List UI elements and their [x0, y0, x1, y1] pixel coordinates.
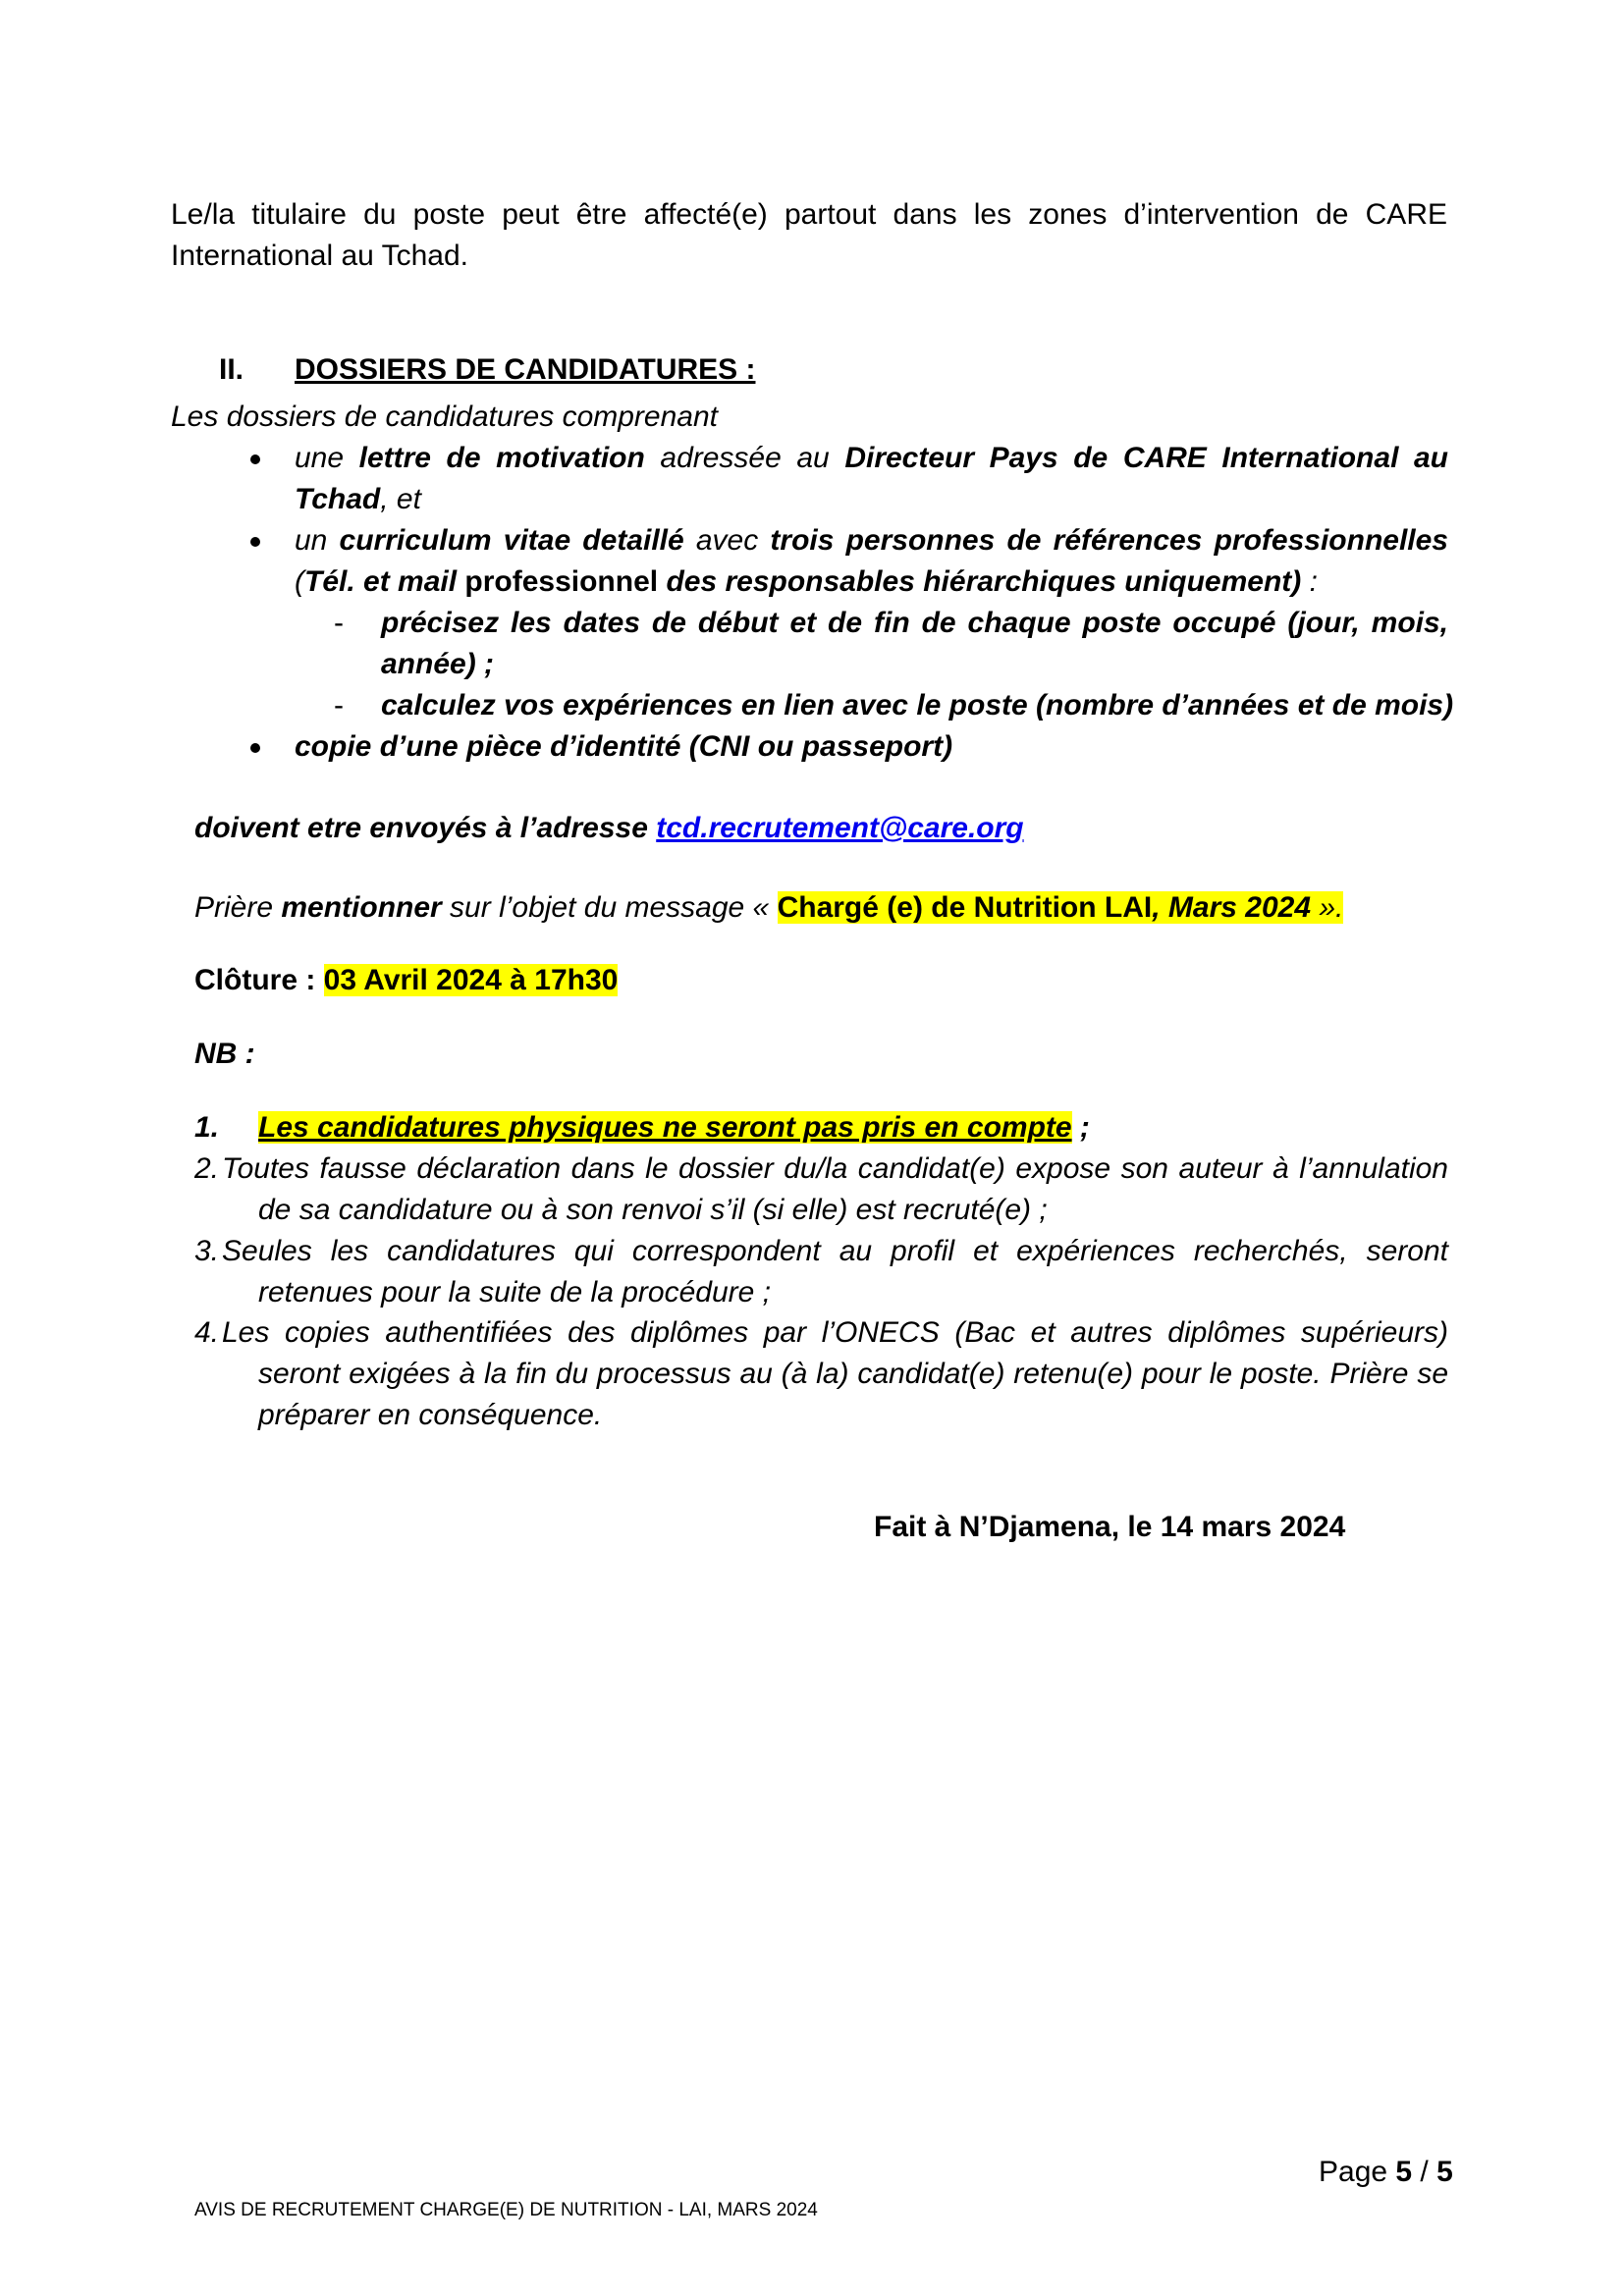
subject-bold: mentionner: [281, 891, 442, 924]
nb-number: 2.: [194, 1152, 220, 1185]
item2-part: un: [295, 524, 340, 557]
item1-bold: Directeur Pays de CARE International au Tchad: [295, 442, 1448, 515]
item1-part: adressée au: [644, 442, 845, 474]
subject-line: [194, 887, 1343, 929]
send-text: doivent etre envoyés à l’adresse: [194, 812, 657, 844]
page-current: 5: [1395, 2156, 1413, 2188]
dash-marker: -: [334, 689, 344, 721]
dash-marker: -: [334, 607, 344, 639]
email-link[interactable]: tcd.recrutement@care.org: [656, 812, 1024, 844]
item2-bold: Tél. et mail: [304, 565, 458, 598]
item2-bold: trois personnes de références professionnelles: [770, 524, 1448, 557]
nb-item-2: [222, 1148, 1448, 1231]
job-title: Chargé (e) de Nutrition LAI: [777, 891, 1153, 924]
item2-part: avec: [683, 524, 771, 557]
section-number: II.: [219, 353, 244, 386]
nb-item-1-text: Les candidatures physiques ne seront pas pris en compte: [258, 1111, 1072, 1144]
nb-item-3: [222, 1231, 1448, 1313]
closing-date: 03 Avril 2024 à 17h30: [323, 964, 619, 996]
page-total: 5: [1436, 2156, 1453, 2188]
page-number: [1319, 2152, 1453, 2193]
bullet-icon: [250, 743, 260, 753]
closing-label: Clôture :: [194, 964, 324, 996]
send-line: [194, 808, 1024, 849]
item2-bold-upright: professionnel: [457, 565, 667, 598]
intro-text: Le/la titulaire du poste peut être affecté(e) partout dans les zones d’intervention de CARE International au Tchad.: [171, 198, 1447, 272]
nb-label: NB :: [194, 1038, 255, 1070]
item1-bold: lettre de motivation: [358, 442, 645, 474]
page-sep: /: [1412, 2156, 1437, 2188]
subject-close: ».: [1311, 891, 1344, 924]
subject-part: sur l’objet du message «: [441, 891, 778, 924]
nb-number: 4.: [194, 1316, 220, 1349]
section-title: DOSSIERS DE CANDIDATURES :: [295, 353, 756, 386]
nb-item-1: [258, 1107, 1090, 1148]
nb-item-2-text: Toutes fausse déclaration dans le dossier du/la candidat(e) expose son auteur à l’annulation de sa candidature ou à son renvoi s’il (si elle) est recruté(e) ;: [222, 1152, 1448, 1226]
signature-line: Fait à N’Djamena, le 14 mars 2024: [874, 1511, 1346, 1543]
item2-part: (: [295, 565, 304, 598]
item2-bold: curriculum vitae detaillé: [339, 524, 684, 557]
dossier-subitem-dates: précisez les dates de début et de fin de chaque poste occupé (jour, mois, année) ;: [381, 607, 1448, 680]
nb-item-4-text: Les copies authentifiées des diplômes par l’ONECS (Bac et autres diplômes supérieurs) seront exigées à la fin du processus au (à la) candidat(e) retenu(e) pour le poste. Prière se préparer en conséquence.: [222, 1316, 1448, 1431]
item1-part: une: [295, 442, 359, 474]
nb-item-4: [222, 1312, 1448, 1436]
item2-bold: des responsables hiérarchiques uniquement): [666, 565, 1302, 598]
subject-part: Prière: [194, 891, 282, 924]
dossier-item-id: copie d’une pièce d’identité (CNI ou passeport): [295, 730, 953, 763]
nb-item-3-text: Seules les candidatures qui correspondent au profil et expériences recherchés, seront retenues pour la suite de la procédure ;: [222, 1235, 1448, 1308]
closing-line: [194, 960, 618, 1001]
subject-highlight: [778, 891, 1344, 924]
item2-part: :: [1301, 565, 1318, 598]
item1-part: , et: [380, 483, 421, 515]
bullet-icon: [250, 454, 260, 464]
dossier-item-letter: [295, 438, 1448, 520]
job-date: , Mars 2024: [1152, 891, 1312, 924]
nb-number: 3.: [194, 1235, 220, 1267]
nb-number: 1.: [194, 1111, 220, 1144]
dossier-item-cv: [295, 520, 1448, 603]
bullet-icon: [250, 537, 260, 547]
dossiers-lead: Les dossiers de candidatures comprenant: [171, 400, 718, 433]
dossier-subitem-experience: calculez vos expériences en lien avec le poste (nombre d’années et de mois): [381, 689, 1454, 721]
intro-paragraph: [171, 194, 1447, 277]
nb-item-1-suffix: ;: [1071, 1111, 1090, 1144]
footer-title: AVIS DE RECRUTEMENT CHARGE(E) DE NUTRITION - LAI, MARS 2024: [194, 2200, 818, 2220]
page-label: Page: [1319, 2156, 1396, 2188]
